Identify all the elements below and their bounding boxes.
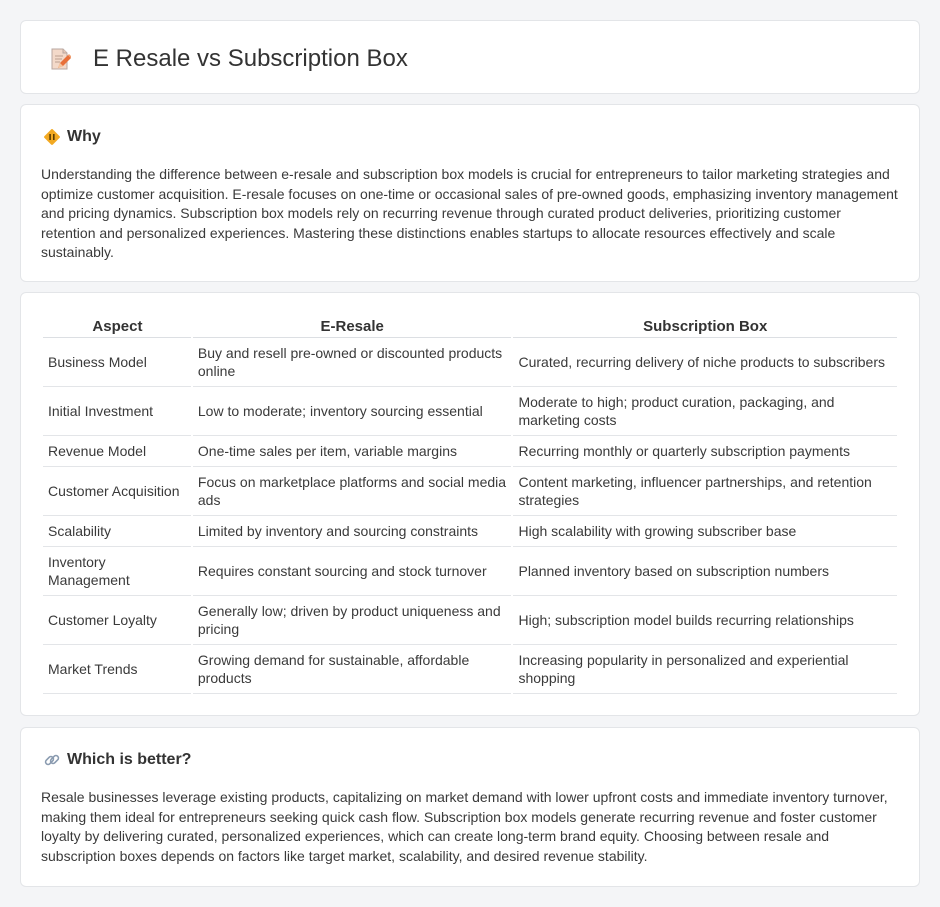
table-row <box>43 338 898 387</box>
comparison-table <box>43 315 899 694</box>
eresale-cell: Requires constant sourcing and stock turnover <box>192 547 513 596</box>
subscription-cell: Planned inventory based on subscription numbers <box>512 547 898 596</box>
table-row <box>43 645 898 694</box>
aspect-cell: Scalability <box>43 516 192 547</box>
table-row <box>43 467 898 516</box>
link-icon <box>43 751 61 769</box>
eresale-cell: One-time sales per item, variable margins <box>192 436 513 467</box>
aspect-cell: Market Trends <box>43 645 192 694</box>
page-title: E Resale vs Subscription Box <box>93 45 408 72</box>
eresale-cell: Focus on marketplace platforms and social media ads <box>192 467 513 516</box>
eresale-cell: Limited by inventory and sourcing constraints <box>192 516 513 547</box>
aspect-cell: Customer Loyalty <box>43 596 192 645</box>
header-card <box>20 20 920 94</box>
comparison-card <box>20 292 920 716</box>
subscription-cell: High scalability with growing subscriber base <box>512 516 898 547</box>
eresale-cell: Buy and resell pre-owned or discounted products online <box>192 338 513 387</box>
subscription-cell: Content marketing, influencer partnerships, and retention strategies <box>512 467 898 516</box>
aspect-cell: Revenue Model <box>43 436 192 467</box>
subscription-cell: High; subscription model builds recurring relationships <box>512 596 898 645</box>
better-heading-row <box>43 750 191 770</box>
table-header-row <box>43 315 898 338</box>
subscription-cell: Recurring monthly or quarterly subscription payments <box>512 436 898 467</box>
why-text: Understanding the difference between e-resale and subscription box models is crucial for entrepreneurs to tailor marketing strategies and optimize customer acquisition. E-resale focuses on one-time or occasional sales of pre-owned goods, emphasizing inventory management and pricing dynamics. Subscription box models rely on recurring revenue through curated product deliveries, prioritizing customer retention and personalized experiences. Mastering these distinctions enables startups to allocate resources effectively and scale sustainably. <box>41 166 898 260</box>
subscription-cell: Increasing popularity in personalized and experiential shopping <box>512 645 898 694</box>
why-section <box>20 104 920 282</box>
column-header: E-Resale <box>192 315 513 338</box>
table-row <box>43 547 898 596</box>
which-better-section <box>20 727 920 887</box>
table-row <box>43 596 898 645</box>
aspect-cell: Business Model <box>43 338 192 387</box>
eresale-cell: Generally low; driven by product uniqueness and pricing <box>192 596 513 645</box>
table-row <box>43 516 898 547</box>
table-row <box>43 436 898 467</box>
subscription-cell: Moderate to high; product curation, packaging, and marketing costs <box>512 387 898 436</box>
aspect-cell: Initial Investment <box>43 387 192 436</box>
column-header: Aspect <box>43 315 192 338</box>
column-header: Subscription Box <box>512 315 898 338</box>
eresale-cell: Low to moderate; inventory sourcing essential <box>192 387 513 436</box>
eresale-cell: Growing demand for sustainable, affordable products <box>192 645 513 694</box>
document-pencil-icon <box>49 47 71 71</box>
aspect-cell: Inventory Management <box>43 547 192 596</box>
better-heading: Which is better? <box>67 751 192 768</box>
diamond-warning-icon <box>43 128 61 146</box>
aspect-cell: Customer Acquisition <box>43 467 192 516</box>
subscription-cell: Curated, recurring delivery of niche products to subscribers <box>512 338 898 387</box>
why-heading-row <box>43 127 101 147</box>
why-heading: Why <box>67 128 101 145</box>
table-row <box>43 387 898 436</box>
better-text: Resale businesses leverage existing products, capitalizing on market demand with lower upfront costs and immediate inventory turnover, making them ideal for entrepreneurs seeking quick cash flow. Subscription box models generate recurring revenue and foster customer loyalty by delivering curated, personalized experiences, which can create long-term brand equity. Choosing between resale and subscription boxes depends on factors like target market, scalability, and desired revenue stability. <box>41 789 888 864</box>
